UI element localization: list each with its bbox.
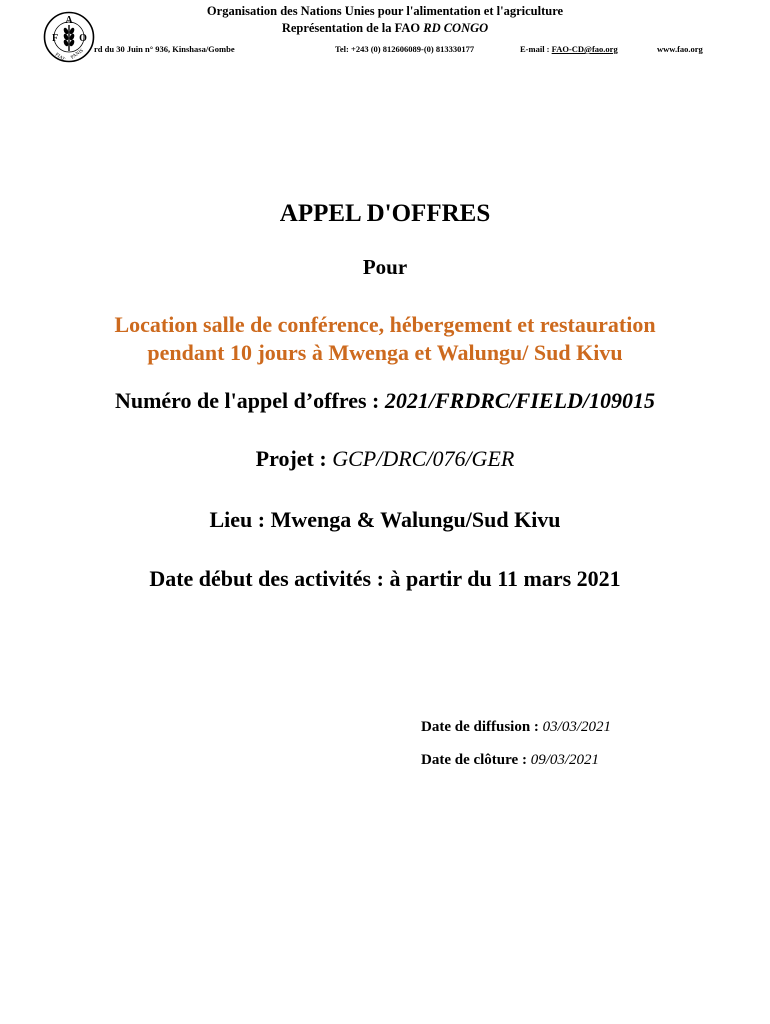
tender-subject: [0, 311, 770, 367]
phone-text: Tel: +243 (0) 812606089-(0) 813330177: [335, 44, 475, 54]
project-label: Projet :: [255, 446, 333, 471]
closing-date-label: Date de clôture :: [421, 752, 531, 768]
tender-number-label: Numéro de l'appel d’offres :: [114, 388, 385, 413]
start-date-label: Date début des activités :: [149, 566, 390, 591]
project-value: GCP/DRC/076/GER: [332, 446, 515, 471]
svg-text:FIAT: FIAT: [53, 52, 66, 63]
location-value: Mwenga & Walungu/Sud Kivu: [270, 507, 561, 532]
svg-text:A: A: [65, 15, 73, 26]
subject-line-1: Location salle de conférence, hébergement et restauration: [114, 312, 656, 337]
closing-date-line: [421, 752, 599, 769]
tender-number-value: 2021/FRDRC/FIELD/109015: [384, 388, 656, 413]
pour-text: Pour: [362, 255, 408, 279]
tender-number-line: [0, 388, 770, 414]
subject-line-2: pendant 10 jours à Mwenga et Walungu/ Sud Kivu: [147, 340, 623, 365]
website-text: www.fao.org: [657, 44, 703, 54]
svg-text:PANIS: PANIS: [70, 48, 85, 61]
email-link[interactable]: FAO-CD@fao.org: [551, 44, 618, 54]
document-title: APPEL D'OFFRES: [279, 200, 491, 227]
address-text: rd du 30 Juin n° 936, Kinshasa/Gombe: [94, 44, 235, 54]
publication-date-line: [421, 719, 611, 736]
location-line: [0, 507, 770, 533]
svg-text:F: F: [51, 33, 59, 44]
closing-date-value: 09/03/2021: [530, 752, 600, 768]
email-label: E-mail :: [520, 44, 552, 54]
publication-date-value: 03/03/2021: [542, 719, 612, 735]
representation-line: [0, 21, 770, 36]
location-label: Lieu :: [209, 507, 271, 532]
start-date-line: [0, 566, 770, 592]
project-line: [0, 446, 770, 472]
email-line: [520, 44, 618, 54]
contact-row: [0, 44, 770, 61]
representation-country: RD CONGO: [423, 21, 489, 35]
svg-text:O: O: [79, 33, 87, 44]
representation-prefix: Représentation de la FAO: [281, 21, 424, 35]
org-name: Organisation des Nations Unies pour l'alimentation et l'agriculture: [206, 4, 564, 18]
start-date-value: à partir du 11 mars 2021: [389, 566, 621, 591]
publication-date-label: Date de diffusion :: [421, 719, 543, 735]
